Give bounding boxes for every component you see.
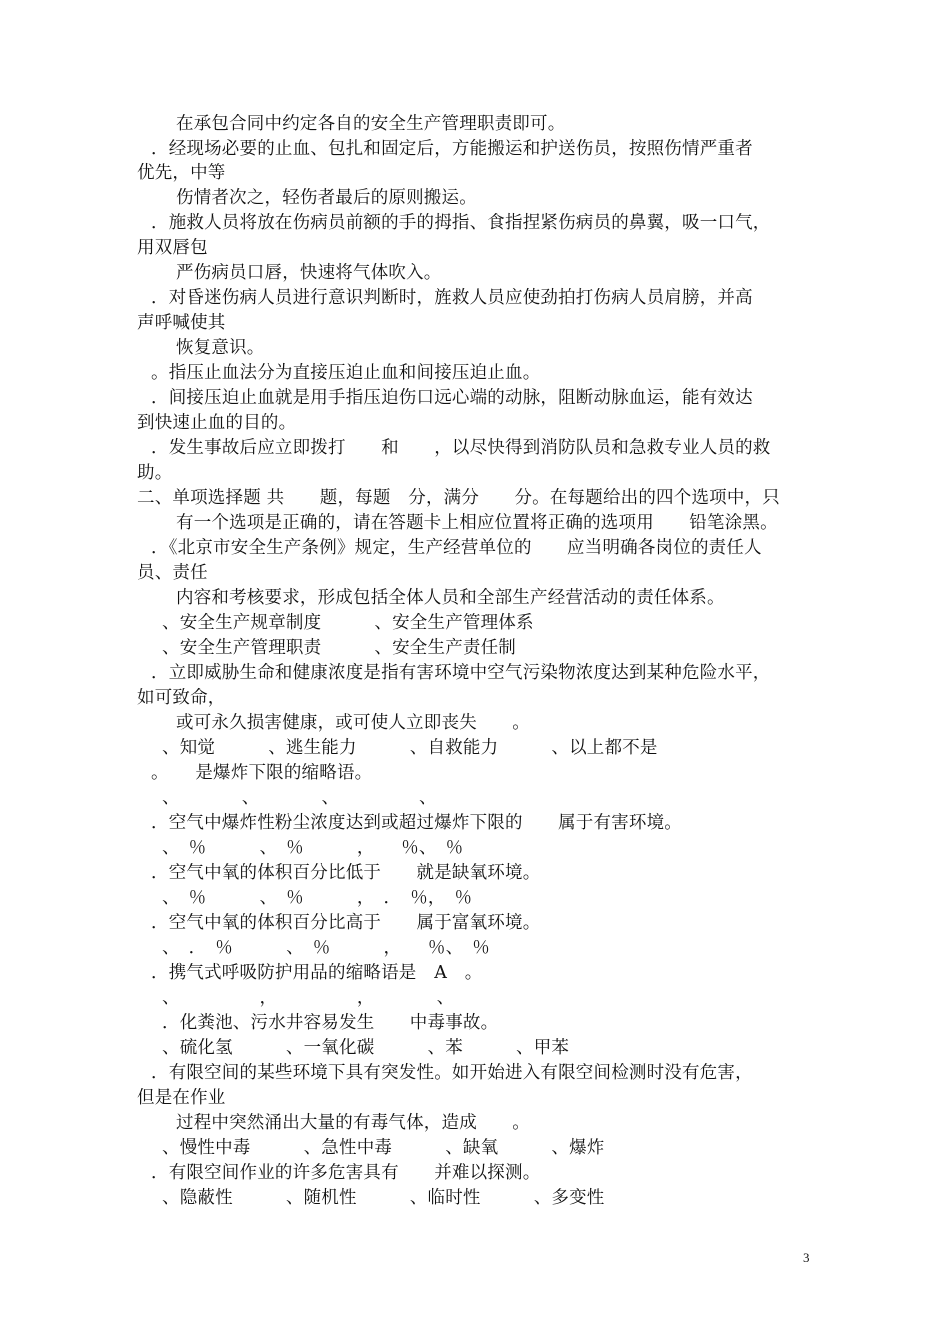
question-text: ．空气中氧的体积百分比高于 属于富氧环境。	[151, 913, 541, 933]
answer-options: 、知觉 、逃生能力 、自救能力 、以上都不是	[162, 738, 658, 758]
text-line: 声呼喊使其	[137, 313, 226, 333]
answer-options: 、安全生产规章制度 、安全生产管理体系	[162, 613, 534, 633]
question-text: ．立即威胁生命和健康浓度是指有害环境中空气污染物浓度达到某种危险水平，	[151, 663, 771, 683]
text-line: 在承包合同中约定各自的安全生产管理职责即可。	[176, 114, 566, 134]
question-text: ．有限空间作业的许多危害具有 并难以探测。	[151, 1163, 541, 1183]
answer-options: 、安全生产管理职责 、安全生产责任制	[162, 638, 516, 658]
text-line: 优先，中等	[137, 163, 226, 183]
section-heading: 二、单项选择题 共 题，每题 分，满分 分。在每题给出的四个选项中，只	[137, 488, 780, 508]
question-text: 过程中突然涌出大量的有毒气体，造成 。	[176, 1113, 530, 1133]
text-line: 用双唇包	[137, 238, 208, 258]
question-text: 但是在作业	[137, 1088, 226, 1108]
question-text: 内容和考核要求，形成包括全体人员和全部生产经营活动的责任体系。	[176, 588, 725, 608]
page-number: 3	[803, 1250, 810, 1265]
answer-options: 、 ％ 、 ％ ， ． ％， ％	[162, 888, 473, 908]
answer-options: 、 ， ， 、	[162, 988, 455, 1008]
text-line: 到快速止血的目的。	[137, 413, 297, 433]
question-text: ．有限空间的某些环境下具有突发性。如开始进入有限空间检测时没有危害，	[151, 1063, 753, 1083]
question-text: ．《北京市安全生产条例》规定，生产经营单位的 应当明确各岗位的责任人	[151, 538, 762, 558]
question-text: ．化粪池、污水井容易发生 中毒事故。	[162, 1013, 499, 1033]
text-line: ．对昏迷伤病人员进行意识判断时，旌救人员应使劲拍打伤病人员肩膀，并高	[151, 288, 753, 308]
text-line: 严伤病员口唇，快速将气体吹入。	[176, 263, 442, 283]
question-text: ．携气式呼吸防护用品的缩略语是 A 。	[151, 963, 483, 983]
answer-options: 、慢性中毒 、急性中毒 、缺氧 、爆炸	[162, 1138, 605, 1158]
question-text: 员、责任	[137, 563, 208, 583]
answer-options: 、 ％ 、 ％ ， ％、 ％	[162, 838, 464, 858]
question-text: 如可致命，	[137, 688, 226, 708]
question-text: 。 是爆炸下限的缩略语。	[151, 763, 373, 783]
answer-options: 、隐蔽性 、随机性 、临时性 、多变性	[162, 1188, 605, 1208]
question-text: 或可永久损害健康，或可使人立即丧失 。	[176, 713, 530, 733]
text-line: 恢复意识。	[176, 338, 265, 358]
text-line: 伤情者次之，轻伤者最后的原则搬运。	[176, 188, 477, 208]
answer-options: 、 ． ％ 、 ％ ， ％、 ％	[162, 938, 490, 958]
text-line: ．经现场必要的止血、包扎和固定后，方能搬运和护送伤员，按照伤情严重者	[151, 139, 753, 159]
question-text: ．空气中爆炸性粉尘浓度达到或超过爆炸下限的 属于有害环境。	[151, 813, 682, 833]
text-line: 有一个选项是正确的，请在答题卡上相应位置将正确的选项用 铅笔涂黑。	[176, 513, 778, 533]
text-line: ．间接压迫止血就是用手指压迫伤口远心端的动脉，阻断动脉血运，能有效达	[151, 388, 753, 408]
text-line: ．施救人员将放在伤病员前额的手的拇指、食指捏紧伤病员的鼻翼，吸一口气，	[151, 213, 771, 233]
answer-options: 、 、 、 、	[162, 788, 437, 808]
text-line: ．发生事故后应立即拨打 和 ，以尽快得到消防队员和急救专业人员的救	[151, 438, 771, 458]
question-text: ．空气中氧的体积百分比低于 就是缺氧环境。	[151, 863, 541, 883]
text-line: 。指压止血法分为直接压迫止血和间接压迫止血。	[151, 363, 541, 383]
text-line: 助。	[137, 463, 173, 483]
answer-options: 、硫化氢 、一氧化碳 、苯 、甲苯	[162, 1038, 570, 1058]
